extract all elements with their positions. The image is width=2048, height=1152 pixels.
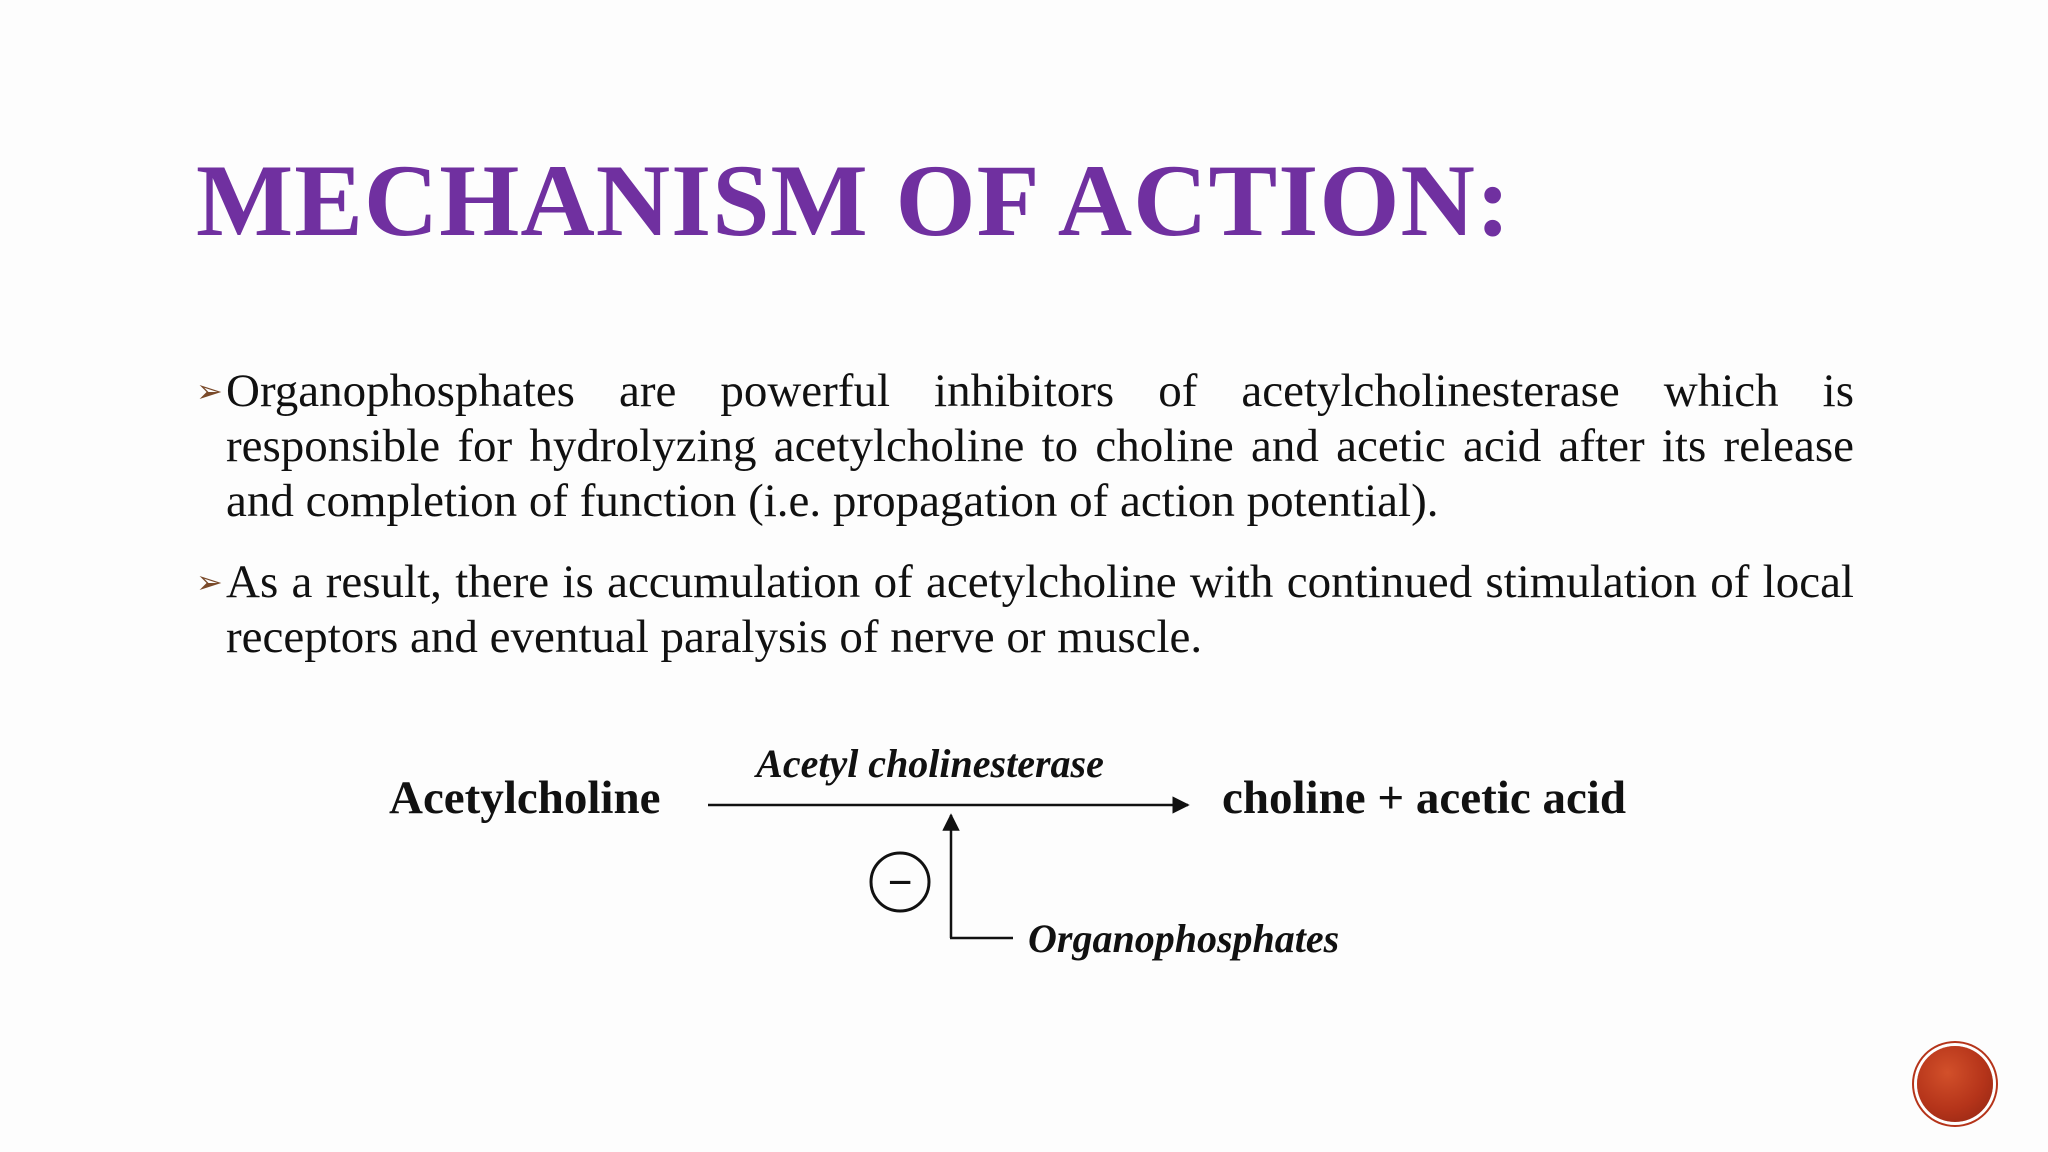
bullet-list (196, 364, 1854, 691)
products-label: choline + acetic acid (1222, 772, 1626, 824)
arrowhead-bullet-icon: ➢ (196, 563, 223, 601)
bullet-text: Organophosphates are powerful inhibitors of acetylcholinesterase which is responsible for hydrolyzing acetylcholine to choline and acetic acid after its release and completion of function (i.e. propagation of action potential). (226, 365, 1854, 527)
bullet-text: As a result, there is accumulation of acetylcholine with continued stimulation of local receptors and eventual paralysis of nerve or muscle. (226, 556, 1854, 663)
nav-circle-button-icon[interactable] (1917, 1046, 1993, 1122)
inhibitor-label: Organophosphates (1028, 916, 1340, 961)
bullet-item (196, 555, 1854, 665)
inhibition-sign: − (887, 858, 913, 907)
enzyme-label: Acetyl cholinesterase (756, 741, 1104, 786)
substrate-label: Acetylcholine (389, 772, 661, 824)
bullet-item (196, 364, 1854, 529)
arrowhead-bullet-icon: ➢ (196, 372, 223, 410)
minus-circle-icon (871, 853, 929, 911)
slide-title: MECHANISM OF ACTION: (196, 144, 1512, 258)
